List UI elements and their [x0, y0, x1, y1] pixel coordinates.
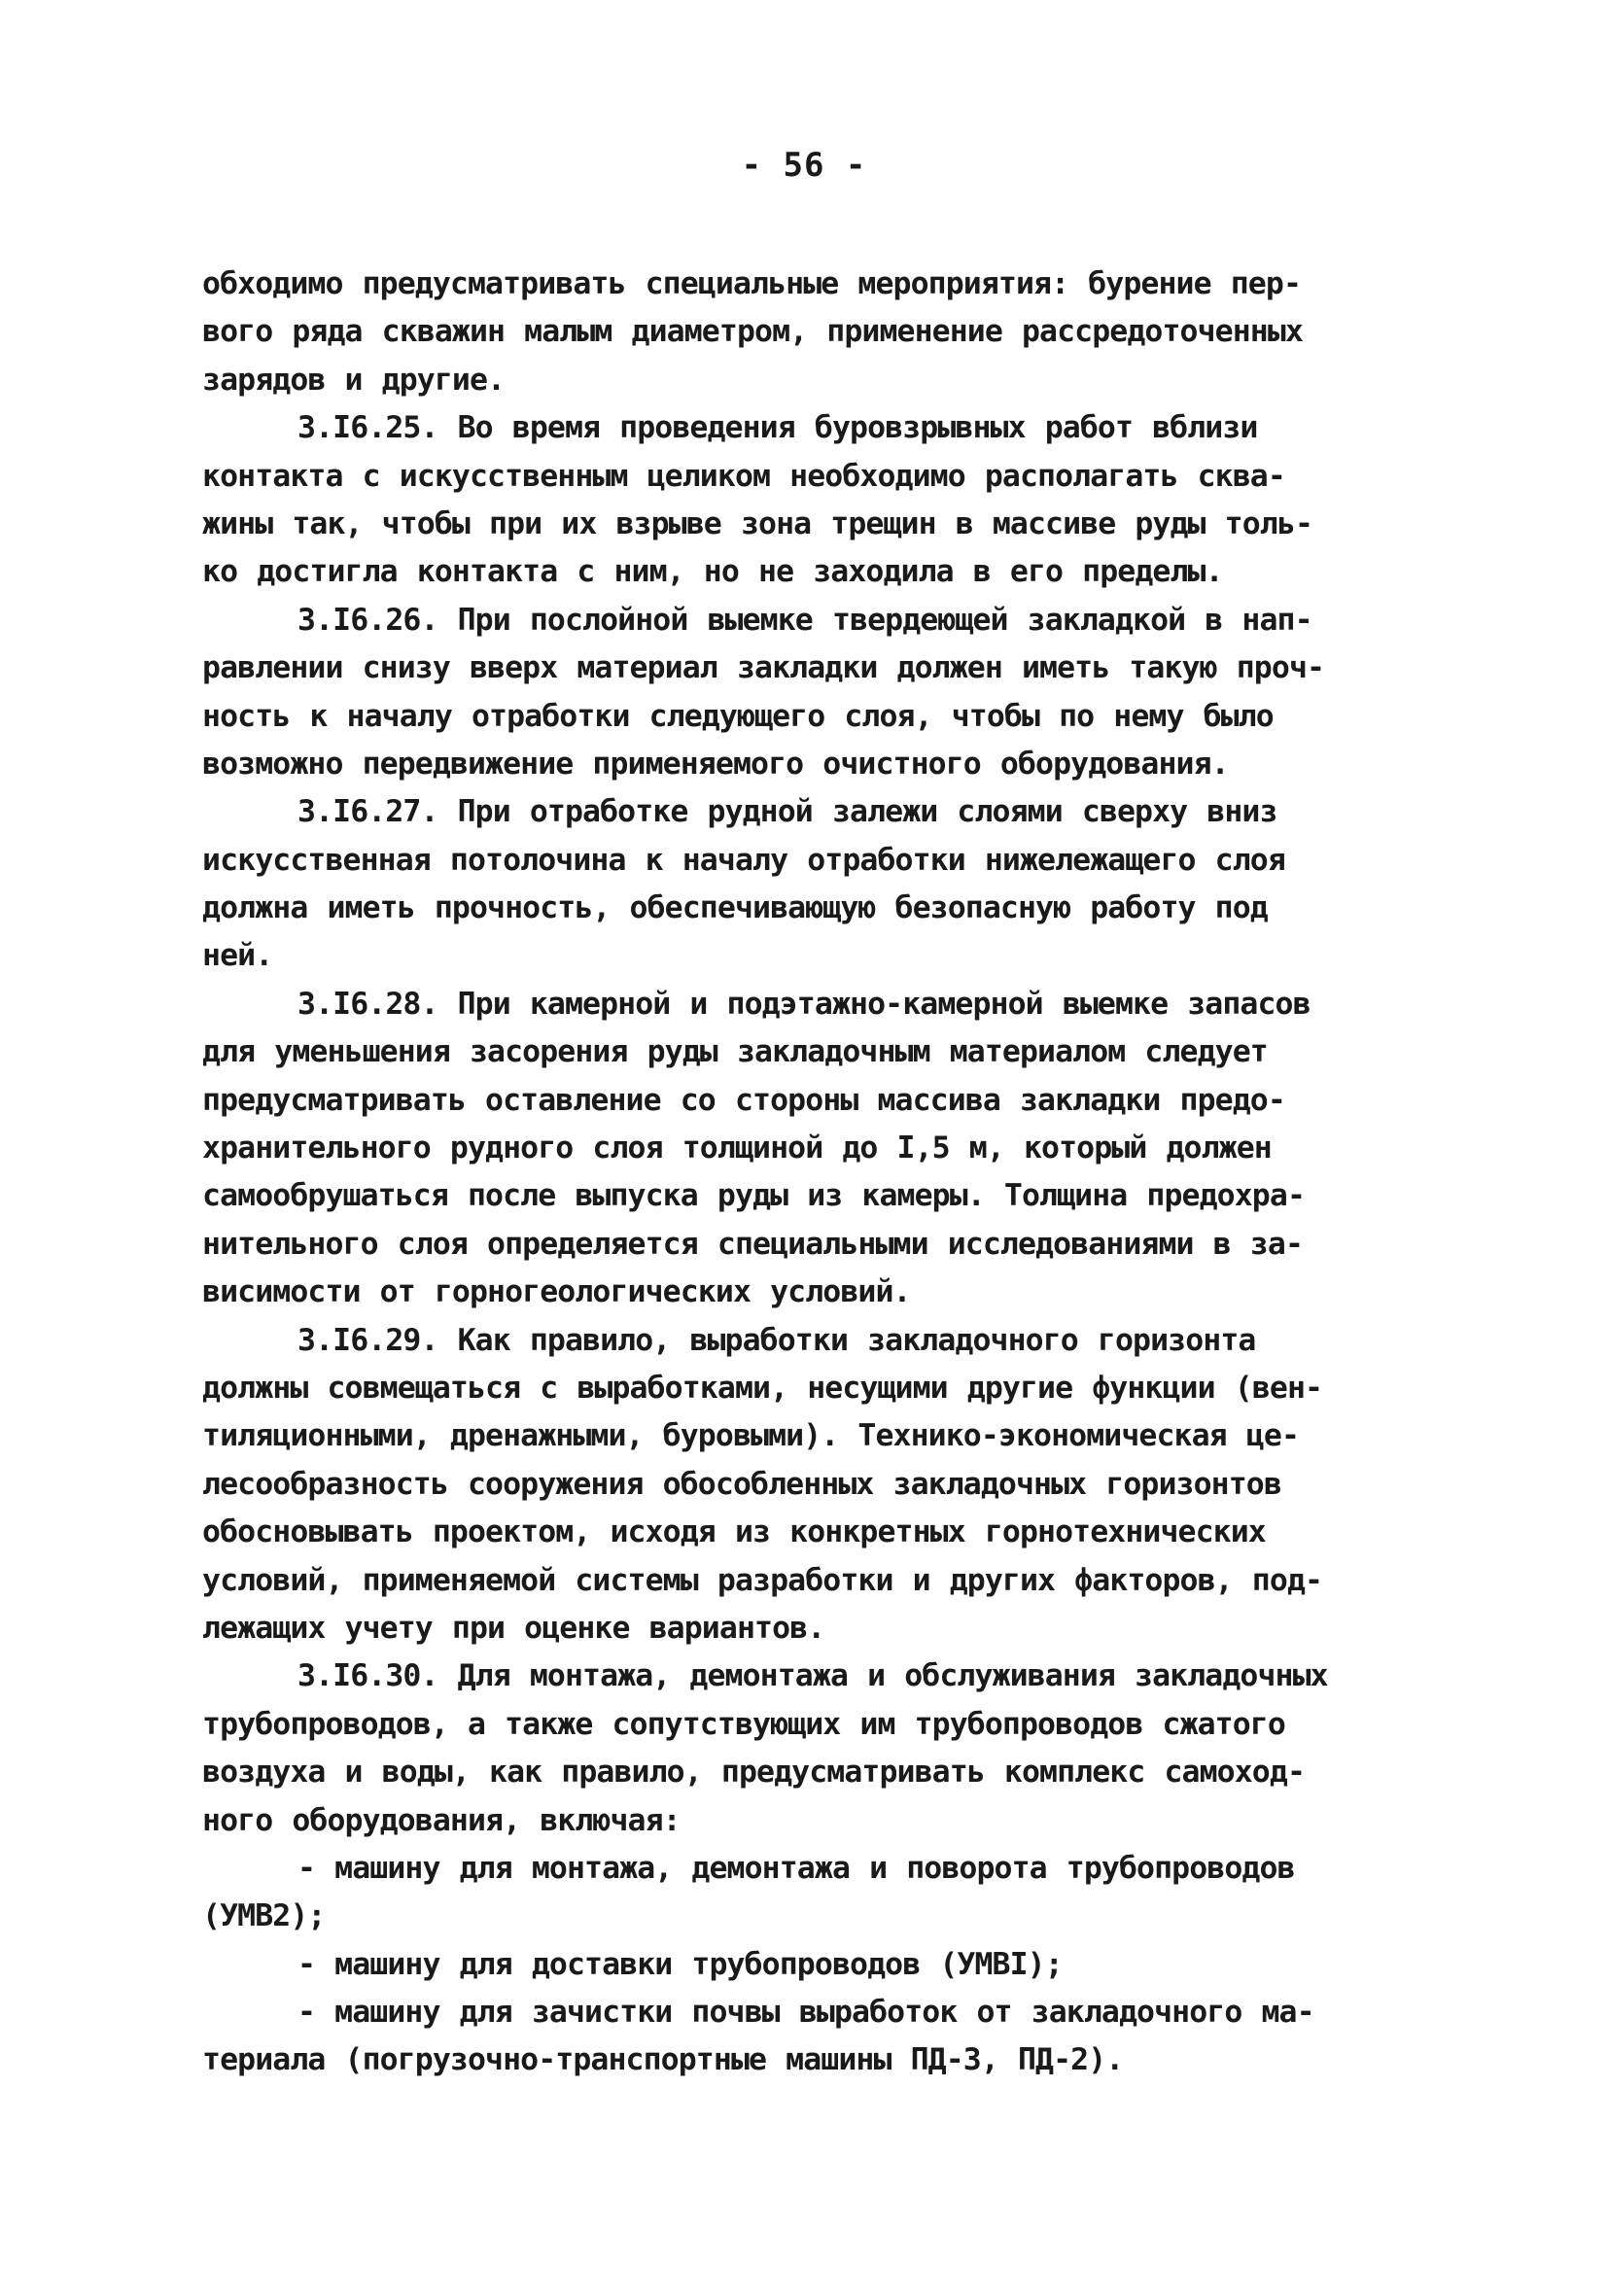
text-line: 3.I6.25. Во время проведения буровзрывных работ вблизи — [297, 410, 1258, 446]
text-line: контакта с искусственным целиком необходимо располагать сква- — [202, 458, 1285, 494]
text-line: - машину для монтажа, демонтажа и поворота трубопроводов — [297, 1850, 1295, 1886]
text-line: 3.I6.30. Для монтажа, демонтажа и обслуживания закладочных — [297, 1658, 1328, 1694]
text-line: условий, применяемой системы разработки и других факторов, под- — [202, 1562, 1323, 1598]
text-line: лежащих учету при оценке вариантов. — [202, 1610, 825, 1646]
text-line: 3.I6.26. При послойной выемке твердеющей закладкой в нап- — [297, 602, 1312, 638]
text-line: 3.I6.28. При камерной и подэтажно-камерной выемке запасов — [297, 986, 1311, 1022]
text-line: зарядов и другие. — [202, 362, 506, 398]
text-line: териала (погрузочно-транспортные машины ПД-3, ПД-2). — [202, 2042, 1124, 2078]
text-line: для уменьшения засорения руды закладочным материалом следует — [202, 1034, 1268, 1070]
text-line: лесообразность сооружения обособленных закладочных горизонтов — [202, 1466, 1281, 1502]
text-line: возможно передвижение применяемого очистного оборудования. — [202, 746, 1229, 782]
text-line: самообрушаться после выпуска руды из камеры. Толщина предохра- — [202, 1178, 1306, 1214]
page-number: - 56 - — [741, 146, 867, 185]
text-line: тиляционными, дренажными, буровыми). Технико-экономическая це- — [202, 1418, 1300, 1454]
text-line: нительного слоя определяется специальными исследованиями в за- — [202, 1226, 1304, 1262]
text-line: трубопроводов, а также сопутствующих им трубопроводов сжатого — [202, 1706, 1285, 1742]
text-line: воздуха и воды, как правило, предусматривать комплекс самоход- — [202, 1755, 1306, 1791]
text-line: обосновывать проектом, исходя из конкретных горнотехнических — [202, 1514, 1266, 1550]
text-line: должны совмещаться с выработками, несущими другие функции (вен- — [202, 1370, 1323, 1406]
text-line: 3.I6.27. При отработке рудной залежи слоями сверху вниз — [297, 794, 1277, 830]
text-line: вого ряда скважин малым диаметром, применение рассредоточенных — [202, 314, 1304, 350]
text-line: - машину для зачистки почвы выработок от закладочного ма- — [297, 1995, 1314, 2031]
text-line: (УМВ2); — [202, 1898, 326, 1934]
text-line: ного оборудования, включая: — [202, 1802, 681, 1838]
text-line: искусственная потолочина к началу отработки нижележащего слоя — [202, 842, 1285, 878]
text-line: ней. — [202, 938, 273, 974]
text-line: должна иметь прочность, обеспечивающую безопасную работу под — [202, 890, 1268, 926]
text-line: жины так, чтобы при их взрыве зона трещин в массиве руды толь- — [202, 505, 1313, 541]
document-body — [202, 261, 1429, 2085]
text-line: ко достигла контакта с ним, но не заходила в его пределы. — [202, 554, 1223, 590]
text-line: - машину для доставки трубопроводов (УМВI); — [297, 1946, 1063, 1982]
text-line: предусматривать оставление со стороны массива закладки предо- — [202, 1082, 1285, 1118]
text-line: 3.I6.29. Как правило, выработки закладочного горизонта — [297, 1322, 1256, 1358]
text-line: обходимо предусматривать специальные мероприятия: бурение пер- — [202, 266, 1302, 301]
text-line: хранительного рудного слоя толщиной до I,5 м, который должен — [202, 1131, 1272, 1166]
text-line: равлении снизу вверх материал закладки должен иметь такую проч- — [202, 650, 1325, 686]
text-line: ность к началу отработки следующего слоя, чтобы по нему было — [202, 698, 1274, 734]
text-line: висимости от горногеологических условий. — [202, 1274, 911, 1310]
